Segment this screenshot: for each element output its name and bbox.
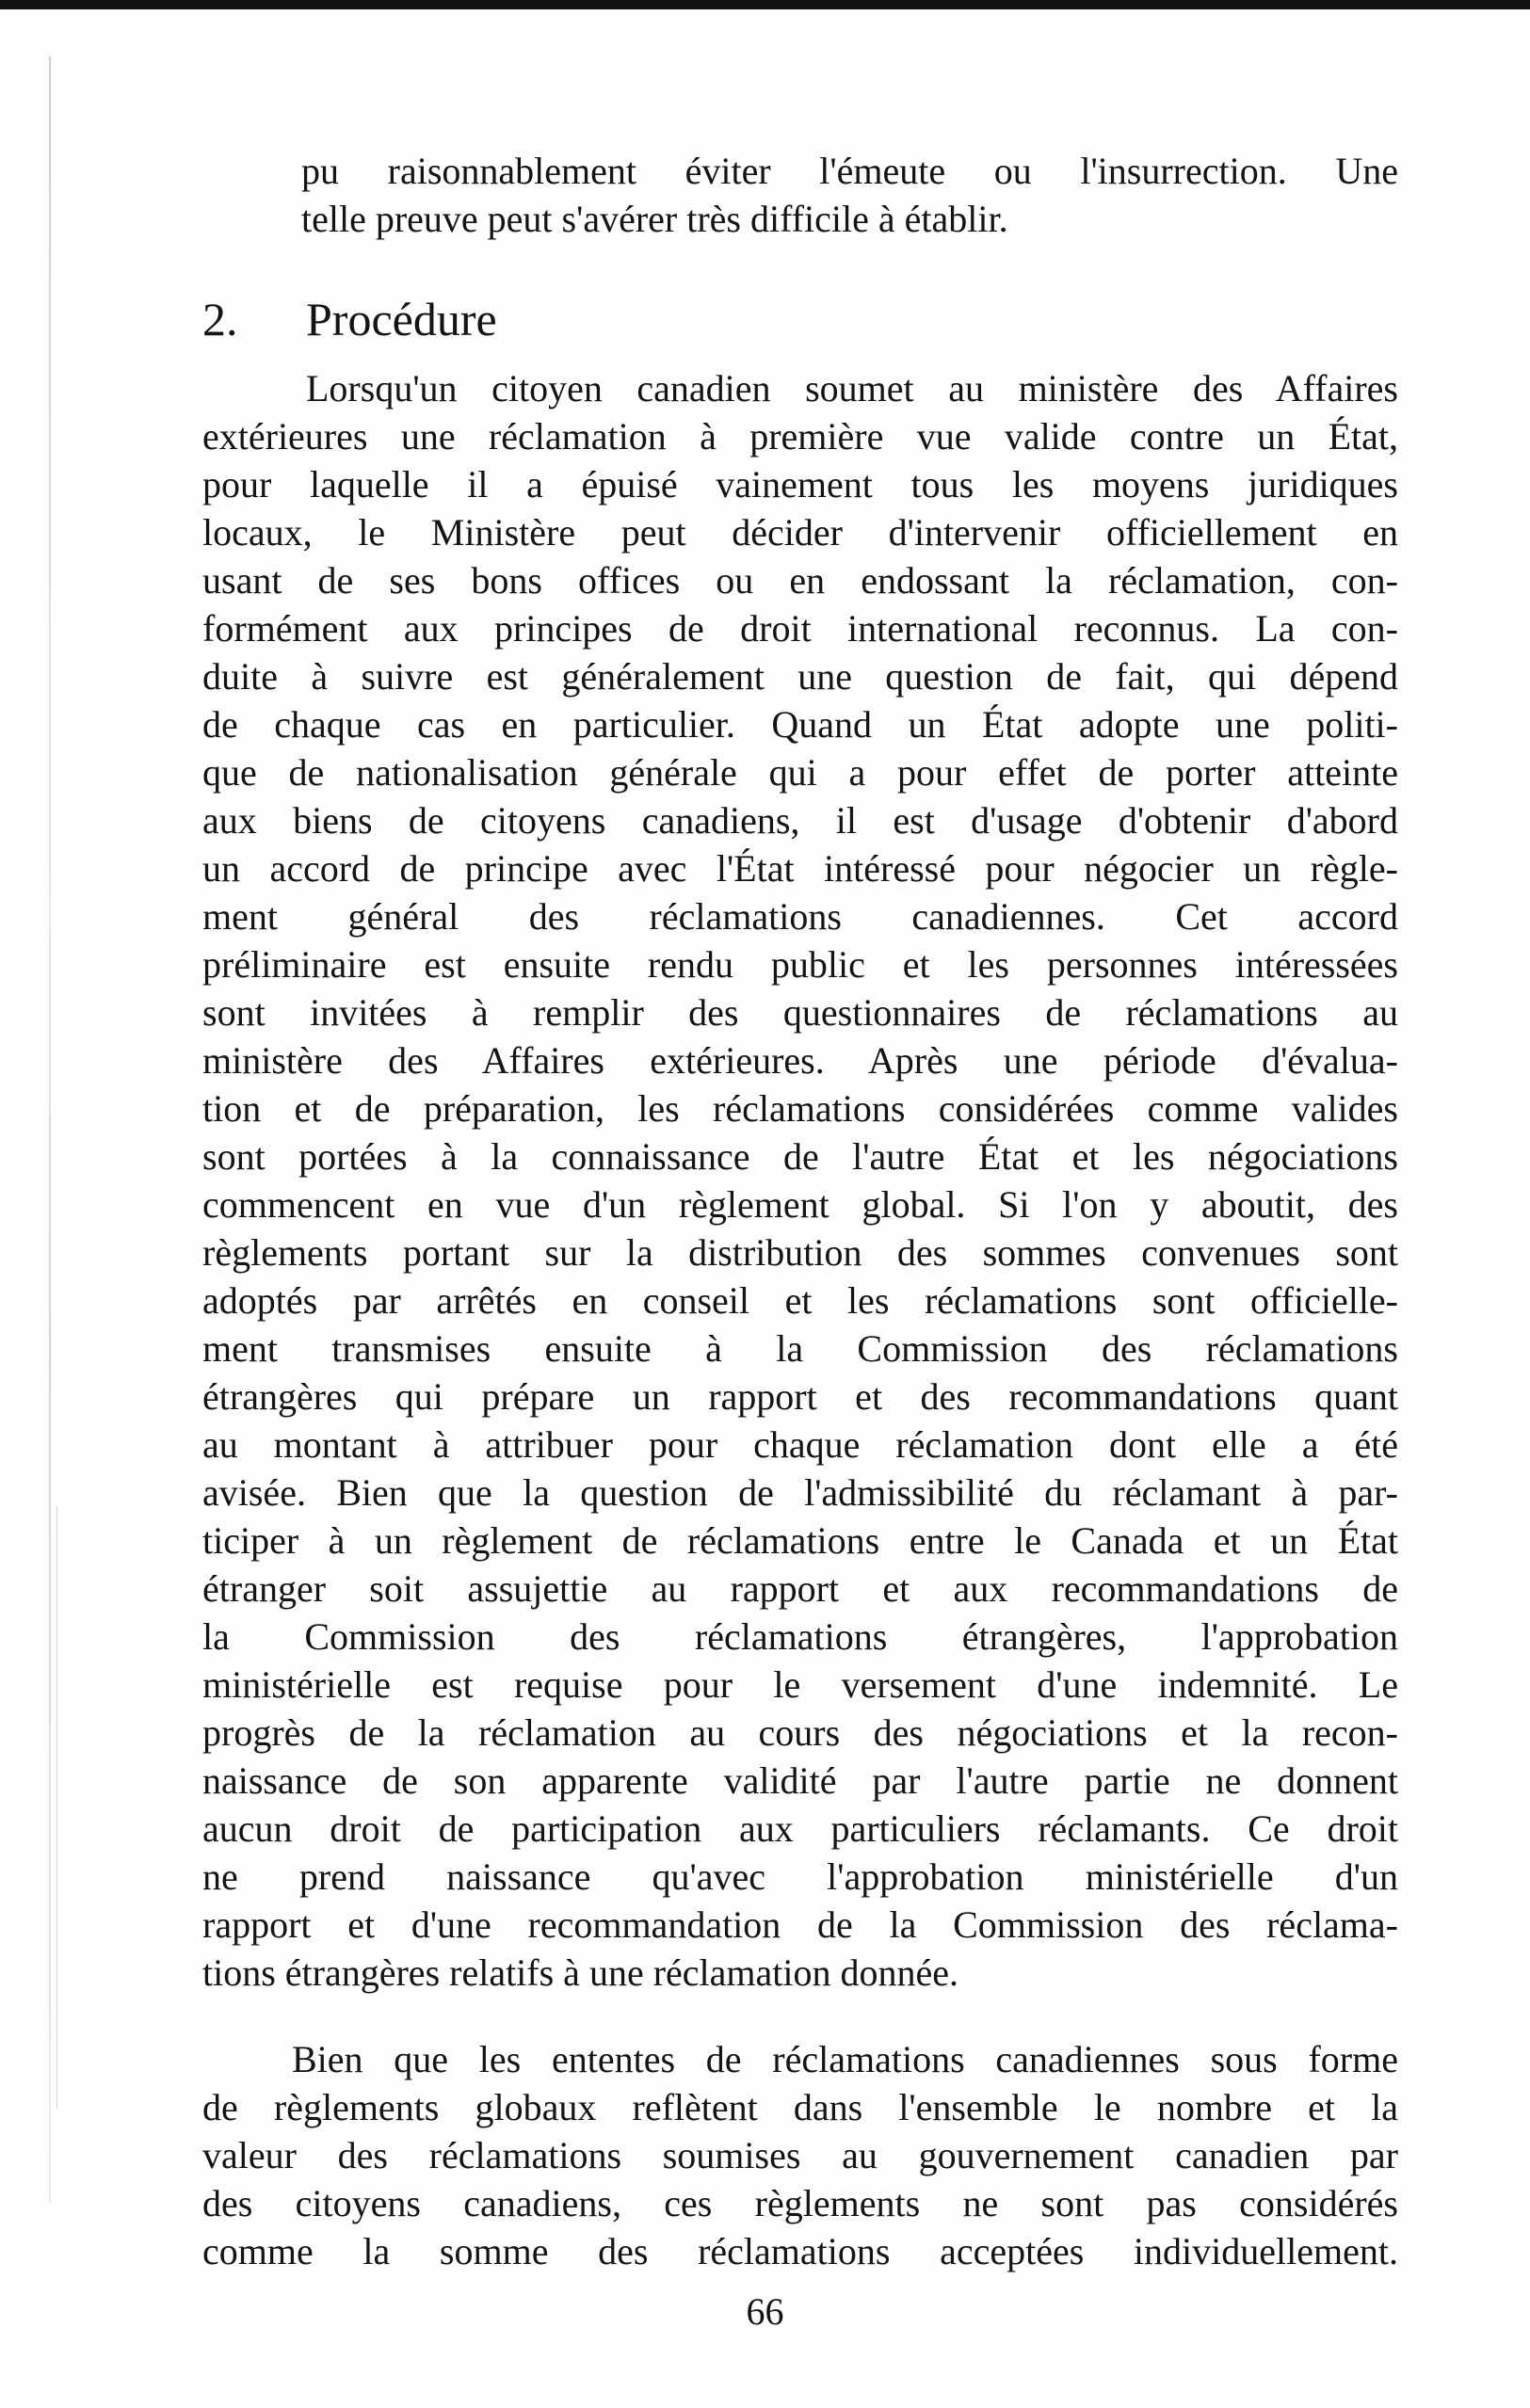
page-left-edge-shadow bbox=[49, 56, 51, 2203]
body-line: formément aux principes de droit international reconnus. La con- bbox=[202, 607, 1398, 650]
body-line: adoptés par arrêtés en conseil et les réclamations sont officielle- bbox=[202, 1279, 1398, 1322]
body-line: au montant à attribuer pour chaque réclamation dont elle a été bbox=[202, 1423, 1398, 1466]
body-line: tion et de préparation, les réclamations considérées comme valides bbox=[202, 1087, 1398, 1130]
intro-line: pu raisonnablement éviter l'émeute ou l'insurrection. Une bbox=[301, 150, 1398, 192]
body-line: sont portées à la connaissance de l'autre État et les négociations bbox=[202, 1135, 1398, 1178]
body-line: avisée. Bien que la question de l'admissibilité du réclamant à par- bbox=[202, 1471, 1398, 1514]
section-title: Procédure bbox=[306, 293, 497, 345]
para2-line: comme la somme des réclamations acceptées individuellement. bbox=[202, 2230, 1398, 2272]
intro-paragraph bbox=[301, 147, 1398, 243]
body-line: commencent en vue d'un règlement global. Si l'on y aboutit, des bbox=[202, 1183, 1398, 1226]
body-line: tions étrangères relatifs à une réclamation donnée. bbox=[202, 1951, 958, 1994]
para2-line: valeur des réclamations soumises au gouvernement canadien par bbox=[202, 2134, 1398, 2176]
body-line: naissance de son apparente validité par l'autre partie ne donnent bbox=[202, 1759, 1398, 1802]
para2-line: Bien que les ententes de réclamations canadiennes sous forme bbox=[292, 2038, 1398, 2080]
body-line: règlements portant sur la distribution des sommes convenues sont bbox=[202, 1231, 1398, 1274]
section-heading bbox=[202, 292, 497, 346]
body-line: duite à suivre est généralement une question de fait, qui dépend bbox=[202, 655, 1398, 698]
page-left-edge-mark bbox=[56, 1506, 57, 2109]
body-line: locaux, le Ministère peut décider d'intervenir officiellement en bbox=[202, 511, 1398, 554]
body-line: ment transmises ensuite à la Commission des réclamations bbox=[202, 1327, 1398, 1370]
body-line: ticiper à un règlement de réclamations entre le Canada et un État bbox=[202, 1519, 1398, 1562]
body-line: progrès de la réclamation au cours des négociations et la recon- bbox=[202, 1711, 1398, 1754]
body-line: préliminaire est ensuite rendu public et les personnes intéressées bbox=[202, 943, 1398, 986]
procedure-paragraph bbox=[202, 364, 1398, 1997]
body-line: aucun droit de participation aux particuliers réclamants. Ce droit bbox=[202, 1807, 1398, 1850]
body-line: sont invitées à remplir des questionnaires de réclamations au bbox=[202, 991, 1398, 1034]
body-line: ne prend naissance qu'avec l'approbation ministérielle d'un bbox=[202, 1855, 1398, 1898]
body-line: étranger soit assujettie au rapport et aux recommandations de bbox=[202, 1567, 1398, 1610]
body-line: aux biens de citoyens canadiens, il est d'usage d'obtenir d'abord bbox=[202, 799, 1398, 842]
page-number: 66 bbox=[746, 2290, 784, 2333]
body-line: Lorsqu'un citoyen canadien soumet au ministère des Affaires bbox=[306, 367, 1398, 409]
para2-line: de règlements globaux reflètent dans l'ensemble le nombre et la bbox=[202, 2086, 1398, 2128]
body-line: un accord de principe avec l'État intéressé pour négocier un règle- bbox=[202, 847, 1398, 890]
body-line: pour laquelle il a épuisé vainement tous les moyens juridiques bbox=[202, 463, 1398, 506]
body-line: extérieures une réclamation à première vue valide contre un État, bbox=[202, 415, 1398, 458]
body-line: que de nationalisation générale qui a pour effet de porter atteinte bbox=[202, 751, 1398, 794]
page-top-border bbox=[0, 0, 1530, 9]
body-line: de chaque cas en particulier. Quand un État adopte une politi- bbox=[202, 703, 1398, 746]
body-line: usant de ses bons offices ou en endossant la réclamation, con- bbox=[202, 559, 1398, 602]
body-line: étrangères qui prépare un rapport et des recommandations quant bbox=[202, 1375, 1398, 1418]
body-line: la Commission des réclamations étrangères, l'approbation bbox=[202, 1615, 1398, 1658]
body-line: ministère des Affaires extérieures. Après une période d'évalua- bbox=[202, 1039, 1398, 1082]
section-number: 2. bbox=[202, 293, 238, 345]
settlements-paragraph bbox=[202, 2035, 1398, 2275]
para2-line: des citoyens canadiens, ces règlements ne sont pas considérés bbox=[202, 2182, 1398, 2224]
body-line: ment général des réclamations canadiennes. Cet accord bbox=[202, 895, 1398, 938]
body-line: ministérielle est requise pour le versement d'une indemnité. Le bbox=[202, 1663, 1398, 1706]
intro-line: telle preuve peut s'avérer très difficile à établir. bbox=[301, 198, 1008, 240]
body-line: rapport et d'une recommandation de la Commission des réclama- bbox=[202, 1903, 1398, 1946]
